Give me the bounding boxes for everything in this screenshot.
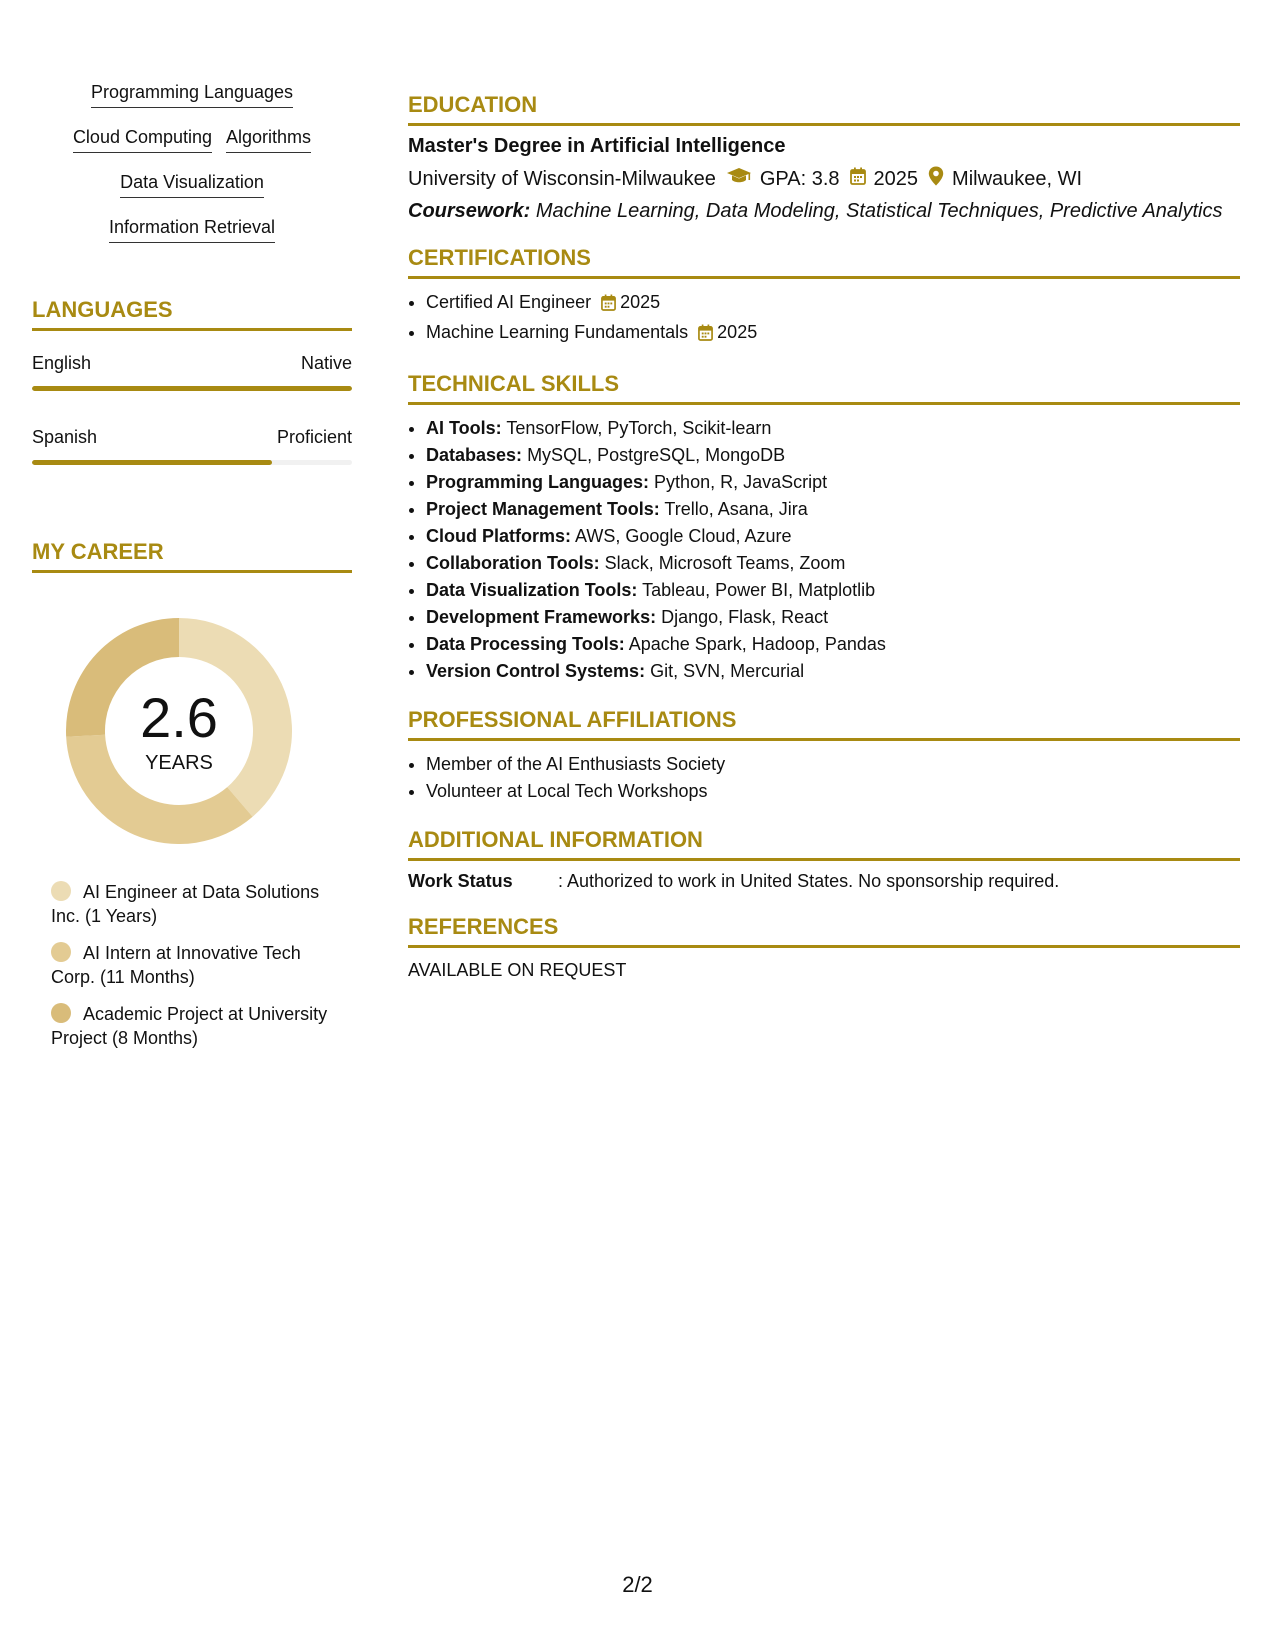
language-item — [32, 353, 352, 391]
skill-values: Python, R, JavaScript — [654, 472, 828, 492]
references-text: AVAILABLE ON REQUEST — [408, 960, 627, 980]
legend-dot — [51, 881, 71, 901]
skill-category: Databases: — [426, 445, 523, 465]
skill-values: Tableau, Power BI, Matplotlib — [642, 580, 876, 600]
skill-tag: Cloud Computing — [73, 127, 212, 153]
gpa: GPA: 3.8 — [759, 167, 840, 190]
skill-category: Data Visualization Tools: — [426, 580, 638, 600]
education-heading: EDUCATION — [408, 92, 1240, 126]
skills-list — [408, 415, 1240, 685]
education-location: Milwaukee, WI — [952, 167, 1083, 190]
language-proficiency-bar — [32, 460, 352, 465]
tag-row — [32, 217, 352, 243]
skill-values: Apache Spark, Hadoop, Pandas — [628, 634, 886, 654]
languages-list — [32, 353, 352, 465]
calendar-icon — [601, 292, 616, 319]
skill-item — [426, 550, 1240, 577]
location-pin-icon — [928, 166, 944, 192]
certification-name: Machine Learning Fundamentals — [426, 322, 689, 342]
language-level: Proficient — [276, 427, 352, 447]
affiliations-list — [408, 751, 1240, 805]
additional-info-heading: ADDITIONAL INFORMATION — [408, 827, 1240, 861]
certifications-heading: CERTIFICATIONS — [408, 245, 1240, 279]
language-proficiency-fill — [32, 460, 272, 465]
work-status-label: Work Status — [408, 871, 513, 891]
language-proficiency-bar — [32, 386, 352, 391]
skill-tag: Programming Languages — [91, 82, 293, 108]
skill-item — [426, 658, 1240, 685]
language-name: Spanish — [32, 427, 98, 447]
language-item — [32, 427, 352, 465]
skill-item — [426, 469, 1240, 496]
page-number: 2/2 — [622, 1572, 653, 1597]
career-unit: YEARS — [145, 752, 213, 774]
skill-values: MySQL, PostgreSQL, MongoDB — [527, 445, 786, 465]
skill-category: Version Control Systems: — [426, 661, 646, 681]
coursework-list: Machine Learning, Data Modeling, Statistical Techniques, Predictive Analytics — [535, 200, 1223, 222]
skill-tag: Information Retrieval — [109, 217, 275, 243]
skill-item — [426, 415, 1240, 442]
skill-item — [426, 523, 1240, 550]
certification-item — [426, 289, 1240, 319]
references-heading: REFERENCES — [408, 914, 1240, 948]
work-status-row — [408, 871, 1240, 892]
skill-item — [426, 631, 1240, 658]
skill-values: TensorFlow, PyTorch, Scikit-learn — [506, 418, 772, 438]
legend-dot — [51, 942, 71, 962]
career-legend — [51, 880, 341, 1050]
affiliations-heading: PROFESSIONAL AFFILIATIONS — [408, 707, 1240, 741]
certification-item — [426, 319, 1240, 349]
language-row — [32, 353, 352, 374]
certification-year: 2025 — [717, 322, 758, 342]
skill-tag: Data Visualization — [120, 172, 264, 198]
skill-category: Cloud Platforms: — [426, 526, 572, 546]
language-row — [32, 427, 352, 448]
certifications-list — [408, 289, 1240, 349]
skill-values: Trello, Asana, Jira — [664, 499, 808, 519]
legend-item — [51, 1002, 341, 1050]
skill-tags — [32, 82, 352, 243]
school-name: University of Wisconsin-Milwaukee — [408, 167, 716, 190]
affiliation-item: • Volunteer at Local Tech Workshops — [426, 778, 1240, 805]
degree-title: Master's Degree in Artificial Intelligence — [408, 135, 786, 157]
legend-label: Academic Project at University Project (8 Months) — [51, 1004, 328, 1048]
career-donut-chart — [66, 618, 292, 844]
legend-item — [51, 880, 341, 928]
language-proficiency-fill — [32, 386, 352, 391]
language-name: English — [32, 353, 92, 373]
skill-values: AWS, Google Cloud, Azure — [575, 526, 792, 546]
skill-item — [426, 577, 1240, 604]
coursework-label: Coursework: — [408, 200, 531, 222]
skill-values: Slack, Microsoft Teams, Zoom — [604, 553, 846, 573]
skill-category: Development Frameworks: — [426, 607, 657, 627]
tag-row — [32, 127, 352, 153]
career-total: 2.6 — [140, 686, 218, 749]
languages-heading: LANGUAGES — [32, 297, 352, 331]
certification-year: 2025 — [620, 292, 661, 312]
skill-tag: Algorithms — [226, 127, 311, 153]
education-details — [408, 166, 1240, 192]
graduation-year: 2025 — [873, 167, 919, 190]
affiliation-item: • Member of the AI Enthusiasts Society — [426, 751, 1240, 778]
career-heading: MY CAREER — [32, 539, 352, 573]
skill-values: Django, Flask, React — [661, 607, 829, 627]
skill-category: Data Processing Tools: — [426, 634, 625, 654]
skill-item — [426, 442, 1240, 469]
sidebar — [32, 82, 352, 1063]
legend-label: AI Intern at Innovative Tech Corp. (11 Months) — [51, 943, 301, 987]
skill-values: Git, SVN, Mercurial — [650, 661, 805, 681]
tag-row — [32, 172, 352, 198]
language-level: Native — [300, 353, 352, 373]
skill-item — [426, 604, 1240, 631]
certification-name: Certified AI Engineer — [426, 292, 592, 312]
skill-category: Collaboration Tools: — [426, 553, 600, 573]
skill-item — [426, 496, 1240, 523]
skills-heading: TECHNICAL SKILLS — [408, 371, 1240, 405]
main-content — [408, 92, 1240, 981]
legend-label: AI Engineer at Data Solutions Inc. (1 Years) — [51, 882, 320, 926]
legend-item — [51, 941, 341, 989]
calendar-icon — [850, 167, 866, 191]
work-status-value: : Authorized to work in United States. No sponsorship required. — [558, 871, 1060, 891]
tag-row — [32, 82, 352, 108]
skill-category: Project Management Tools: — [426, 499, 660, 519]
graduation-cap-icon — [726, 167, 752, 191]
skill-category: AI Tools: — [426, 418, 502, 438]
skill-category: Programming Languages: — [426, 472, 650, 492]
coursework — [408, 200, 1240, 223]
calendar-icon — [698, 322, 713, 349]
legend-dot — [51, 1003, 71, 1023]
